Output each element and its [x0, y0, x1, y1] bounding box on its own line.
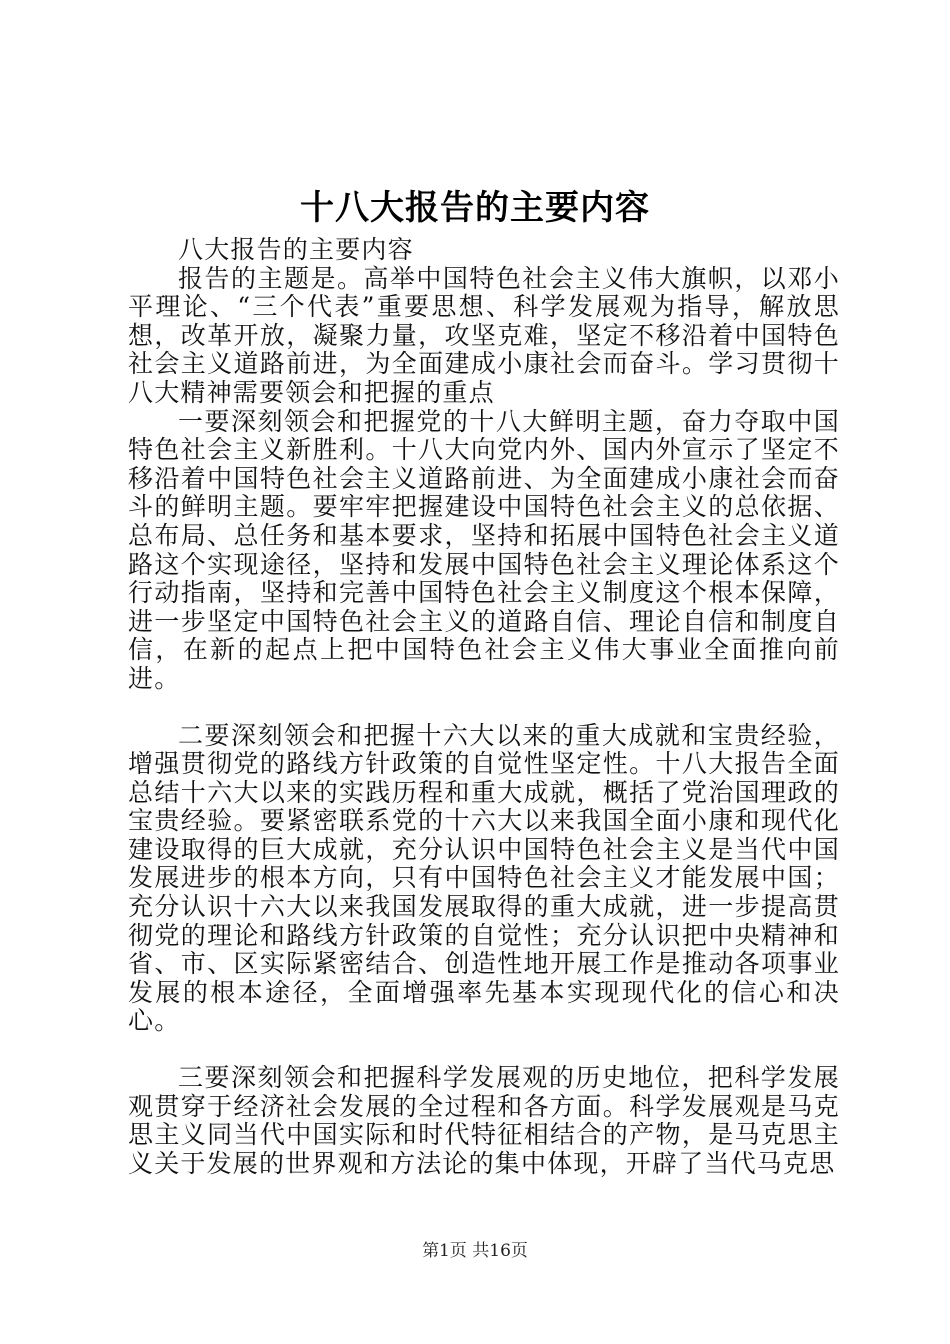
paragraph-theme: 报告的主题是。高举中国特色社会主义伟大旗帜，以邓小平理论、“三个代表”重要思想、科学发展观为指导，解放思想，改革开放，凝聚力量，攻坚克难，坚定不移沿着中国特色社会主义道路前进，为全面建成小康社会而奋斗。学习贯彻十八大精神需要领会和把握的重点 — [128, 263, 840, 407]
document-title: 十八大报告的主要内容 — [300, 188, 650, 228]
paragraph-intro-heading: 八大报告的主要内容 — [178, 235, 414, 264]
paragraph-point-three: 三要深刻领会和把握科学发展观的历史地位，把科学发展观贯穿于经济社会发展的全过程和各方面。科学发展观是马克思主义同当代中国实际和时代特征相结合的产物，是马克思主义关于发展的世界观和方法论的集中体现，开辟了当代马克思 — [128, 1063, 840, 1178]
document-body — [128, 236, 840, 1178]
paragraph-point-two: 二要深刻领会和把握十六大以来的重大成就和宝贵经验，增强贯彻党的路线方针政策的自觉性坚定性。十八大报告全面总结十六大以来的实践历程和重大成就，概括了党治国理政的宝贵经验。要紧密联系党的十六大以来我国全面小康和现代化建设取得的巨大成就，充分认识中国特色社会主义是当代中国发展进步的根本方向，只有中国特色社会主义才能发展中国；充分认识十六大以来我国发展取得的重大成就，进一步提高贯彻党的理论和路线方针政策的自觉性；充分认识把中央精神和省、市、区实际紧密结合、创造性地开展工作是推动各项事业发展的根本途径，全面增强率先基本实现现代化的信心和决心。 — [128, 720, 840, 1036]
page-number-footer: 第1页 共16页 — [422, 1241, 528, 1261]
paragraph-point-one: 一要深刻领会和把握党的十八大鲜明主题，奋力夺取中国特色社会主义新胜利。十八大向党内外、国内外宣示了坚定不移沿着中国特色社会主义道路前进、为全面建成小康社会而奋斗的鲜明主题。要牢牢把握建设中国特色社会主义的总依据、总布局、总任务和基本要求，坚持和拓展中国特色社会主义道路这个实现途径，坚持和发展中国特色社会主义理论体系这个行动指南，坚持和完善中国特色社会主义制度这个根本保障，进一步坚定中国特色社会主义的道路自信、理论自信和制度自信，在新的起点上把中国特色社会主义伟大事业全面推向前进。 — [128, 406, 840, 693]
